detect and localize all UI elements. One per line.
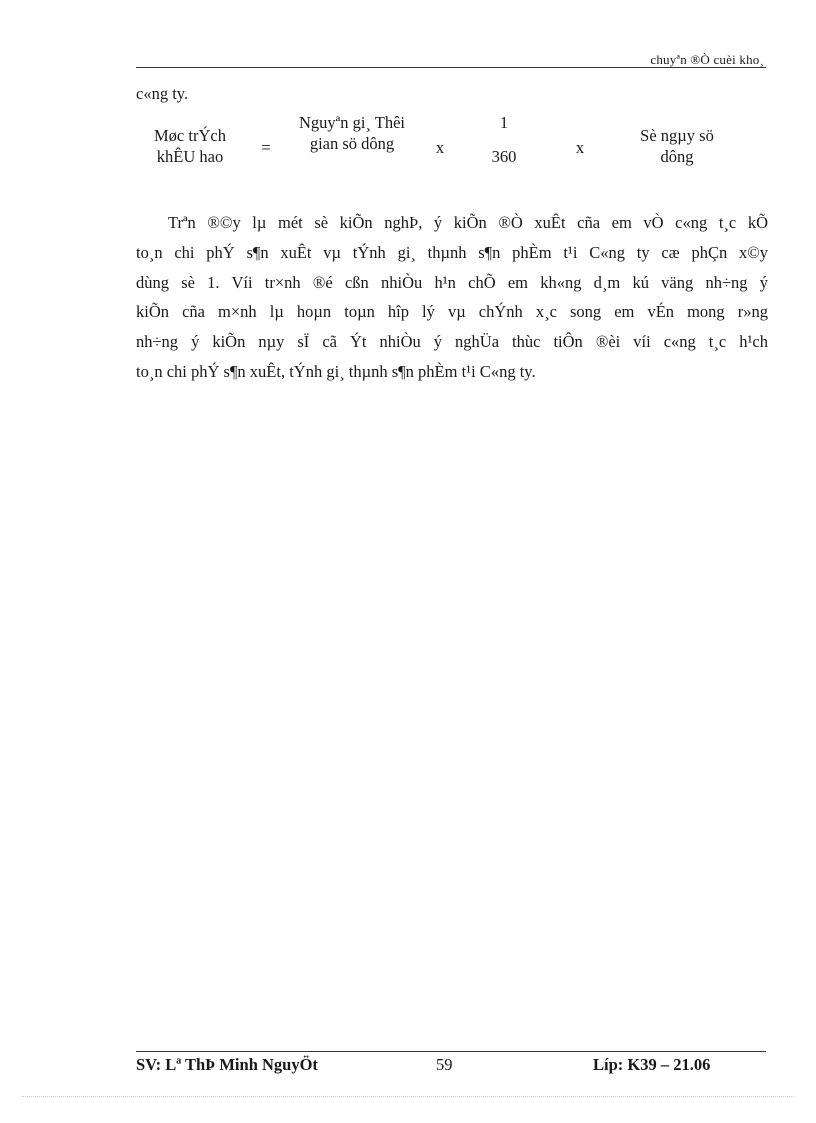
footer-rule [136,1051,766,1052]
paragraph-line: kiÕn cña m×nh lµ hoµn toµn hîp lý vµ chÝnh x¸c song em vÉn mong r»ng [136,302,768,322]
footer-class: Líp: K39 – 21.06 [593,1055,711,1074]
fraction-numerator: 1 [499,113,509,132]
fraction-denominator: 360 [491,147,517,166]
lead-text: c«ng ty. [136,84,189,103]
paragraph-line: Trªn ®©y lµ mét sè kiÕn nghÞ, ý kiÕn ®Ò xuÊt cña em vÒ c«ng t¸c kÕ [168,213,768,232]
page-edge-dotted-line [22,1096,794,1097]
depreciation-formula [0,112,816,182]
formula-equals: = [261,138,271,157]
page-number: 59 [436,1055,453,1074]
paragraph-line: dùng sè 1. Víi tr×nh ®é cßn nhiÒu h¹n chÕ em kh«ng d¸m kú väng nh÷ng ý [136,272,768,292]
paragraph-line: to¸n chi phÝ s¶n xuÊt vµ tÝnh gi¸ thµnh s¶n phÈm t¹i C«ng ty cæ phÇn x©y [136,242,768,262]
running-header: chuyªn ®Ò cuèi kho¸ [650,52,764,67]
formula-rhs: Sè ngµy sö dông [640,126,714,166]
header-rule [136,67,766,68]
footer-student: SV: Lª ThÞ Minh NguyÖt [136,1055,318,1074]
formula-term-cost-time: Nguyªn gi¸ Thêi gian sö dông [299,113,405,153]
formula-multiply-1: x [435,138,445,157]
paragraph-line: to¸n chi phÝ s¶n xuÊt, tÝnh gi¸ thµnh s¶n phÈm t¹i C«ng ty. [136,361,536,381]
formula-multiply-2: x [575,138,585,157]
formula-lhs: Møc trÝch khÊU hao [154,126,226,166]
conclusion-paragraph [136,208,768,387]
paragraph-line: nh÷ng ý kiÕn nµy sÏ cã Ýt nhiÒu ý nghÜa thùc tiÔn ®èi víi c«ng t¸c h¹ch [136,332,768,352]
